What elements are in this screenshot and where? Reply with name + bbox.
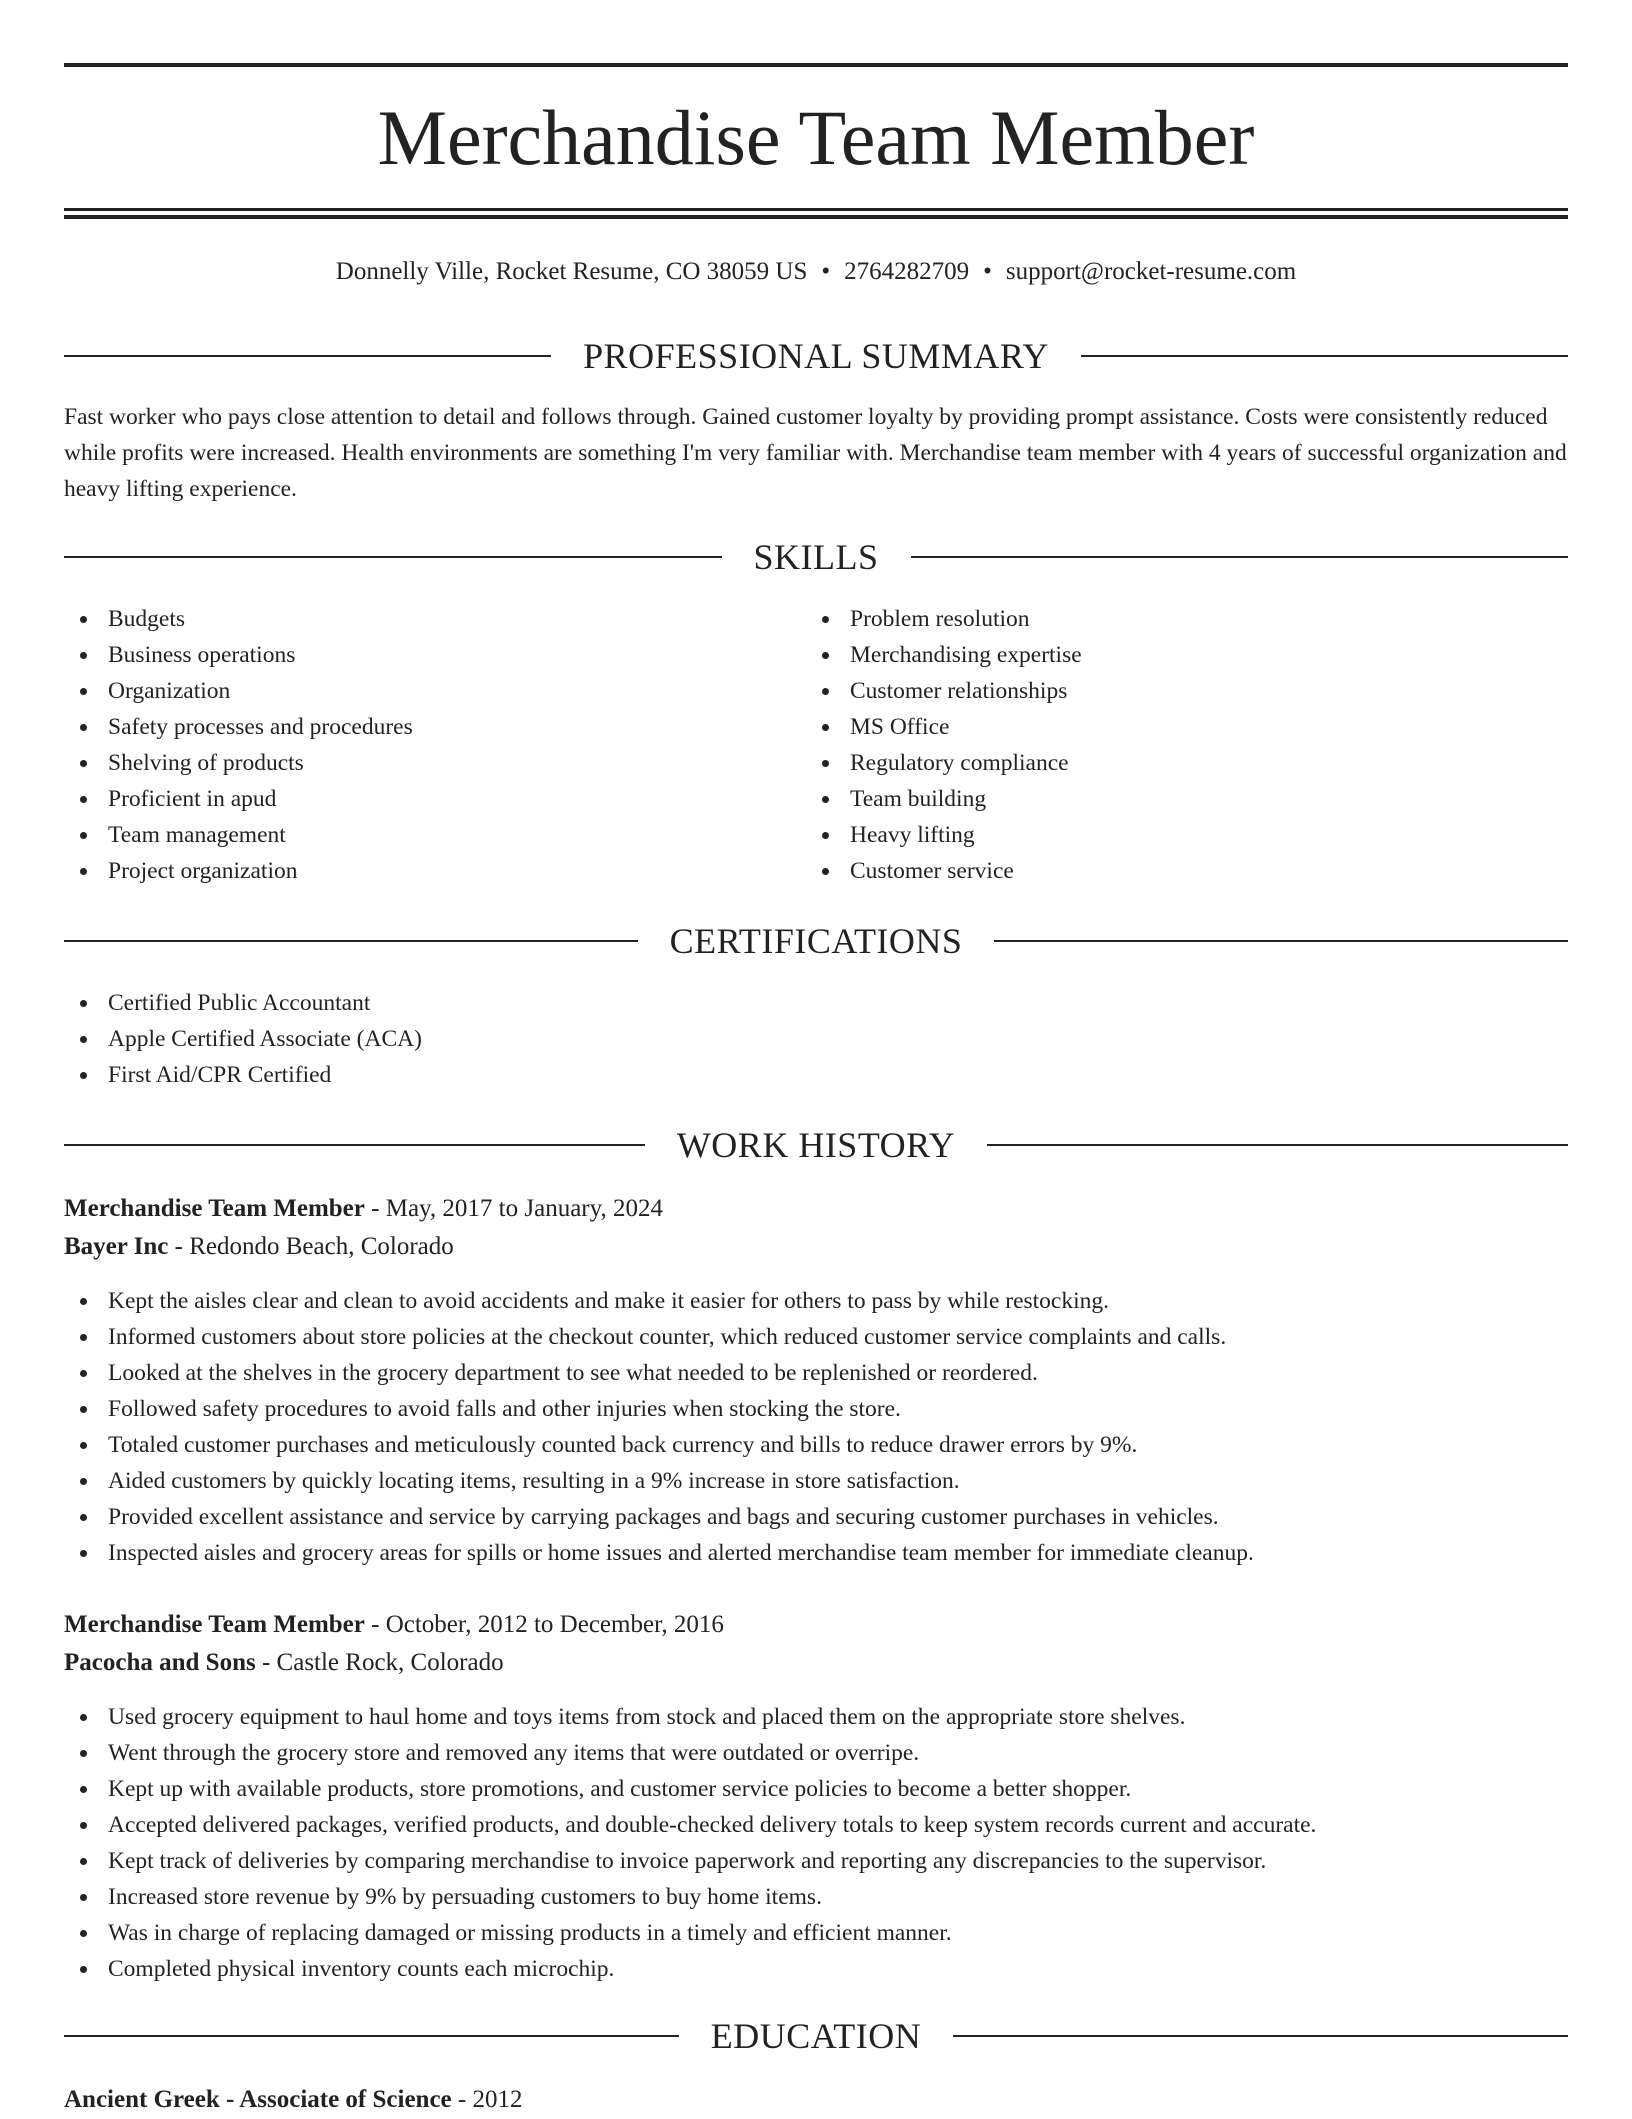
job-duty-item: Provided excellent assistance and service by carrying packages and bags and securing customer purchases in vehicles. [64, 1499, 1254, 1535]
contact-separator: • [821, 258, 831, 285]
skill-item: Problem resolution [806, 601, 1082, 637]
job-duty-item: Informed customers about store policies at the checkout counter, which reduced customer service complaints and calls. [64, 1319, 1254, 1355]
heading-rule [64, 2035, 679, 2037]
section-title: SKILLS [753, 537, 879, 577]
skill-item: Team building [806, 781, 1082, 817]
education-year: - 2012 [451, 2086, 523, 2113]
heading-rule [987, 1144, 1568, 1146]
section-title: CERTIFICATIONS [669, 921, 963, 961]
skill-item: Regulatory compliance [806, 745, 1082, 781]
summary-text: Fast worker who pays close attention to detail and follows through. Gained customer loyalty by providing prompt assistance. Costs were consistently reduced while profits were increased. Health environments are something I'm very familiar with. Merchandise team member with 4 years of successful organization and heavy lifting experience. [64, 404, 1567, 502]
skill-item: Proficient in apud [64, 781, 413, 817]
job-title-line [64, 1606, 1568, 1644]
job-title-line [64, 1190, 1568, 1228]
section-title: EDUCATION [710, 2016, 922, 2056]
job-duty-item: Increased store revenue by 9% by persuading customers to buy home items. [64, 1879, 1316, 1915]
skills-list-right [806, 601, 1082, 889]
section-title: PROFESSIONAL SUMMARY [583, 336, 1049, 376]
skill-item: Business operations [64, 637, 413, 673]
heading-rule [911, 556, 1569, 558]
skill-item: Budgets [64, 601, 413, 637]
heading-rule [1081, 355, 1568, 357]
heading-rule [994, 940, 1568, 942]
heading-rule [64, 556, 722, 558]
section-title: WORK HISTORY [676, 1125, 956, 1165]
heading-rule [64, 355, 551, 357]
job-duty-item: Accepted delivered packages, verified products, and double-checked delivery totals to keep system records current and accurate. [64, 1807, 1316, 1843]
heading-rule [64, 1144, 645, 1146]
skill-item: Team management [64, 817, 413, 853]
header-rule-upper [64, 208, 1568, 211]
education-degree: Ancient Greek - Associate of Science [64, 2086, 452, 2113]
job-duties-list [64, 1699, 1316, 1987]
skill-item: Organization [64, 673, 413, 709]
job-duty-item: Followed safety procedures to avoid falls and other injuries when stocking the store. [64, 1391, 1254, 1427]
job-duty-item: Looked at the shelves in the grocery department to see what needed to be replenished or reordered. [64, 1355, 1254, 1391]
skill-item: Safety processes and procedures [64, 709, 413, 745]
job-location: - Castle Rock, Colorado [255, 1649, 504, 1676]
section-heading-summary [64, 334, 1568, 378]
job-duty-item: Completed physical inventory counts each microchip. [64, 1951, 1316, 1987]
job-dates: - May, 2017 to January, 2024 [364, 1195, 663, 1222]
job-title: Merchandise Team Member [64, 1611, 365, 1638]
job-duties-list [64, 1283, 1254, 1571]
contact-line [64, 255, 1568, 289]
section-heading-work-history [64, 1123, 1568, 1167]
job-duty-item: Used grocery equipment to haul home and toys items from stock and placed them on the appropriate store shelves. [64, 1699, 1316, 1735]
certification-item: First Aid/CPR Certified [64, 1057, 422, 1093]
section-heading-education [64, 2014, 1568, 2058]
job-location: - Redondo Beach, Colorado [168, 1233, 454, 1260]
job-duty-item: Went through the grocery store and removed any items that were outdated or overripe. [64, 1735, 1316, 1771]
job-duty-item: Kept track of deliveries by comparing merchandise to invoice paperwork and reporting any discrepancies to the supervisor. [64, 1843, 1316, 1879]
skill-item: MS Office [806, 709, 1082, 745]
contact-address: Donnelly Ville, Rocket Resume, CO 38059 US [335, 258, 808, 285]
job-duty-item: Kept the aisles clear and clean to avoid accidents and make it easier for others to pass by while restocking. [64, 1283, 1254, 1319]
header-rule-lower [64, 215, 1568, 219]
job-title: Merchandise Team Member [64, 1195, 365, 1222]
heading-rule [953, 2035, 1568, 2037]
skills-list-left [64, 601, 413, 889]
skill-item: Customer service [806, 853, 1082, 889]
candidate-name: Merchandise Team Member [377, 94, 1255, 181]
section-heading-skills [64, 535, 1568, 579]
education-line [64, 2081, 1568, 2119]
job-company: Bayer Inc [64, 1233, 169, 1260]
job-dates: - October, 2012 to December, 2016 [364, 1611, 724, 1638]
section-heading-certifications [64, 919, 1568, 963]
contact-separator: • [983, 258, 992, 285]
certifications-list [64, 985, 422, 1093]
job-duty-item: Totaled customer purchases and meticulously counted back currency and bills to reduce drawer errors by 9%. [64, 1427, 1254, 1463]
skill-item: Merchandising expertise [806, 637, 1082, 673]
heading-rule [64, 940, 638, 942]
job-company-line [64, 1644, 1568, 1682]
job-duty-item: Aided customers by quickly locating items, resulting in a 9% increase in store satisfaction. [64, 1463, 1254, 1499]
header-top-rule [64, 63, 1568, 67]
certification-item: Apple Certified Associate (ACA) [64, 1021, 422, 1057]
job-company: Pacocha and Sons [64, 1649, 256, 1676]
skill-item: Heavy lifting [806, 817, 1082, 853]
certification-item: Certified Public Accountant [64, 985, 422, 1021]
skill-item: Shelving of products [64, 745, 413, 781]
job-company-line [64, 1228, 1568, 1266]
skill-item: Customer relationships [806, 673, 1082, 709]
job-duty-item: Was in charge of replacing damaged or missing products in a timely and efficient manner. [64, 1915, 1316, 1951]
contact-phone: 2764282709 [844, 258, 970, 285]
contact-email: support@rocket-resume.com [1005, 258, 1297, 285]
skill-item: Project organization [64, 853, 413, 889]
job-duty-item: Kept up with available products, store promotions, and customer service policies to become a better shopper. [64, 1771, 1316, 1807]
job-duty-item: Inspected aisles and grocery areas for spills or home issues and alerted merchandise team member for immediate cleanup. [64, 1535, 1254, 1571]
